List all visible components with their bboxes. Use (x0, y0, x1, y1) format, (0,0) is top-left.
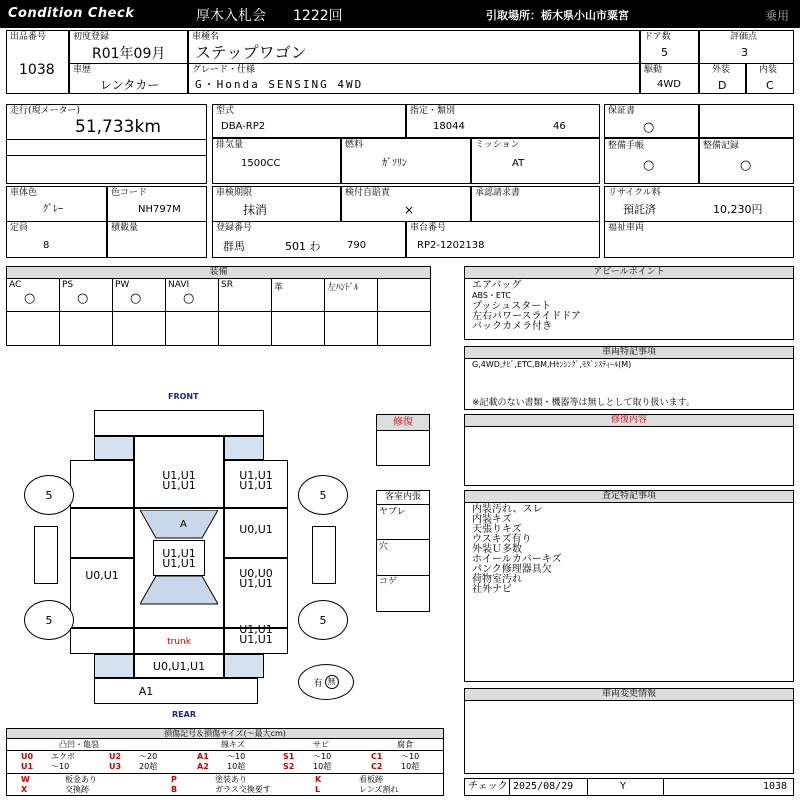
displacement-label: 排気量 (216, 140, 244, 150)
history-value: レンタカー (100, 78, 160, 92)
interior-panel (376, 490, 430, 612)
legend-desc: 板金あり (65, 775, 97, 784)
right-front-door-damage: U0,U1 (239, 523, 273, 536)
mission-label: ミッション (475, 140, 520, 150)
spec-cell (406, 104, 600, 138)
recycle-amount: 10,230円 (713, 203, 763, 216)
assessment-title: 査定特記事項 (465, 491, 793, 503)
legend-code: P (171, 775, 177, 784)
repair-history-panel (464, 414, 794, 486)
roof (153, 540, 205, 576)
appeal-line: ABS・ETC (472, 291, 511, 300)
plate-number: 790 (347, 240, 367, 251)
rear-panel-damage: A1 (138, 685, 154, 698)
rear-bumper-damage: U0,U1,U1 (152, 660, 206, 673)
legend-desc: ～20 (139, 752, 158, 761)
right-front-door (224, 508, 288, 558)
equipment-label: 左ﾊﾝﾄﾞﾙ (327, 283, 359, 293)
load-cell (107, 221, 207, 258)
rear-bumper (134, 654, 224, 678)
load-label: 積載量 (111, 223, 139, 233)
tire-front-left: 5 (24, 475, 74, 515)
displacement-value: 1500CC (241, 158, 281, 169)
model-cell (212, 104, 406, 138)
welfare-cell (604, 221, 794, 258)
mission-cell (471, 138, 600, 184)
legend-desc: 10超 (313, 762, 332, 771)
ext-cell (699, 63, 746, 94)
color-code-label: 色コード (111, 188, 148, 198)
legend-code: L (315, 785, 321, 794)
record-label: 整備記録 (703, 141, 740, 151)
chassis-label: 車台番号 (410, 223, 447, 233)
assessment-line: 荷物室汚れ (472, 574, 522, 585)
equipment-label: 革 (274, 283, 284, 293)
legend-code: U0 (21, 752, 34, 761)
legend-desc: ガラス交換要す (215, 785, 271, 794)
int-label: 内装 (759, 65, 778, 75)
first-reg-cell (69, 30, 188, 64)
assessment-panel (464, 490, 794, 682)
approval-label: 承認請求書 (475, 188, 521, 198)
category-label: 乗用 (765, 9, 790, 23)
chassis-value: RP2-1202138 (417, 240, 485, 251)
legend-desc: レンズ割れ (359, 785, 399, 794)
legend-code: A2 (197, 762, 209, 771)
legend-code: K (315, 775, 322, 784)
legend-code: U1 (21, 762, 34, 771)
legend-code: U3 (109, 762, 122, 771)
mileage-cell (6, 104, 207, 184)
special-panel (464, 346, 794, 410)
left-mirror (34, 526, 58, 584)
left-rear-door (70, 558, 134, 628)
check-date: 2025/08/29 (513, 781, 574, 792)
equipment-value: ○ (24, 291, 36, 306)
appeal-line: エアバッグ (472, 280, 522, 291)
inspection-value: 抹消 (243, 203, 268, 217)
windshield (140, 510, 218, 540)
car-name-value: ステップワゴン (195, 43, 307, 62)
equipment-item (113, 279, 166, 345)
grade-cell (188, 63, 640, 94)
warranty-value: ○ (643, 120, 655, 135)
inspection-label: 車検期限 (216, 188, 253, 198)
recycle-label: リサイクル料 (608, 188, 661, 198)
special-title: 車両特記事項 (465, 347, 793, 359)
record-cell (699, 138, 794, 184)
ext-value: D (718, 79, 727, 92)
interior-item: 穴 (379, 542, 389, 552)
appeal-title: アピールポイント (465, 267, 793, 279)
score-label: 評価点 (730, 32, 758, 42)
check-label: チェック (468, 781, 508, 792)
maint-label: 整備手帳 (608, 141, 645, 151)
color-code-value: NH797M (138, 204, 181, 215)
welfare-label: 福祉車両 (608, 223, 645, 233)
legend-desc: エクボ (51, 752, 75, 761)
plate-label: 登録番号 (216, 223, 253, 233)
legend-col-corrosion: 腐食 (397, 740, 413, 749)
warranty-label: 保証書 (608, 106, 636, 116)
legend-code: A1 (197, 752, 209, 761)
legend-code: C1 (371, 752, 383, 761)
model-label: 型式 (216, 106, 235, 116)
blank-cell-top (699, 104, 794, 138)
legend-desc: 交換跡 (65, 785, 89, 794)
legend-code: C2 (371, 762, 383, 771)
legend-desc: ～10 (313, 752, 332, 761)
right-mirror (312, 526, 336, 584)
front-right-damage: U1,U1 U1,U1 (239, 469, 273, 492)
capacity-cell (6, 221, 107, 258)
hood (134, 436, 224, 508)
first-reg-value: R01年09月 (92, 46, 166, 62)
car-diagram (20, 390, 360, 720)
front-right-corner (224, 436, 264, 460)
spare-tire (298, 664, 354, 700)
interior-item: ヤブレ (379, 507, 406, 517)
history-cell (69, 63, 188, 94)
appeal-line: 左右パワースライドドア (472, 311, 581, 322)
assessment-line: 社外ナビ (472, 584, 512, 595)
tire-front-right: 5 (298, 475, 348, 515)
spare-value: 無 (325, 675, 339, 689)
right-rear-door-damage: U0,U0 U1,U1 (239, 567, 273, 590)
mileage-label: 走行(現メーター) (10, 106, 81, 116)
fuel-value: ｶﾞｿﾘﾝ (382, 158, 407, 169)
changes-panel (464, 688, 794, 774)
plate-cell (212, 221, 406, 258)
equipment-item (325, 279, 378, 345)
doors-cell (640, 30, 699, 64)
color-label: 車体色 (10, 188, 38, 198)
spec-value-2: 46 (553, 121, 566, 132)
header-bar (0, 0, 800, 28)
check-row (464, 778, 794, 796)
mileage-value: 51,733km (75, 117, 161, 137)
approval-cell (471, 186, 600, 222)
repair-history-title: 修復内容 (465, 415, 793, 427)
equipment-panel (6, 266, 431, 346)
equipment-item (7, 279, 60, 345)
equipment-item (219, 279, 272, 345)
check-lot: 1038 (763, 781, 788, 792)
legend-col-scratch: 線キズ (221, 740, 245, 749)
appeal-line: バックカメラ付き (472, 321, 552, 332)
front-bumper (94, 410, 264, 436)
special-line: G,4WD,ﾅﾋﾞ,ETC,BM,Hｾﾝｼﾝｸﾞ,ﾓﾀﾞﾝｽﾃｨｰﾙ(M) (472, 360, 632, 369)
recycle-cell (604, 186, 794, 222)
lot-label: 出品番号 (10, 32, 47, 42)
grade-value: G・Honda SENSING 4WD (195, 78, 364, 91)
drive-label: 駆動 (644, 65, 663, 75)
capacity-label: 定員 (10, 223, 29, 233)
tire-rear-left: 5 (24, 600, 74, 640)
appeal-panel (464, 266, 794, 340)
right-quarter (224, 623, 288, 654)
plate-class: 501 わ (285, 240, 321, 253)
legend-desc: 塗装あり (215, 775, 247, 784)
maint-cell (604, 138, 699, 184)
int-value: C (766, 79, 774, 92)
rear-panel (94, 678, 258, 704)
fuel-cell (341, 138, 471, 184)
color-value: ｸﾞﾚｰ (43, 204, 63, 215)
legend-code: U2 (109, 752, 122, 761)
legend-desc: 看板跡 (359, 775, 383, 784)
equipment-label: PS (62, 280, 74, 290)
equipment-item (166, 279, 219, 345)
roof-damage: U1,U1 U1,U1 (162, 547, 196, 570)
mission-value: AT (512, 158, 525, 169)
model-value: DBA-RP2 (221, 121, 266, 132)
doors-label: ドア数 (644, 32, 671, 42)
left-door-damage: U0,U1 (85, 569, 119, 582)
right-rear-door (224, 558, 288, 628)
grade-label: グレード・仕様 (192, 65, 256, 75)
front-left-corner (94, 436, 134, 460)
equipment-label: NAVI (168, 280, 190, 290)
plate-area: 群馬 (223, 240, 245, 253)
interior-item: コゲ (379, 577, 398, 587)
equipment-label: PW (115, 280, 130, 290)
hood-damage: U1,U1 U1,U1 (162, 469, 196, 492)
check-grade: Y (620, 781, 627, 792)
self-insurance-label: 検付自賠責 (345, 188, 391, 198)
legend-code: B (171, 785, 178, 794)
maint-value: ○ (643, 158, 655, 173)
legend-code: W (21, 775, 30, 784)
left-quarter (70, 628, 134, 654)
inspection-cell (212, 186, 341, 222)
warranty-cell (604, 104, 699, 138)
self-insurance-value: × (404, 203, 415, 217)
front-label: FRONT (168, 392, 199, 401)
equipment-label: SR (221, 280, 233, 290)
spec-label: 指定・類別 (410, 106, 456, 116)
assessment-line: ウスキズ有り (472, 534, 532, 545)
chassis-cell (406, 221, 600, 258)
assessment-line: パンク修理器具欠 (472, 564, 552, 575)
interior-title: 客室内張 (377, 491, 429, 505)
legend-col-dent: 凸凹・亀裂 (59, 740, 99, 749)
color-cell (6, 186, 107, 222)
rear-label: REAR (172, 710, 196, 719)
equipment-item (272, 279, 325, 345)
appeal-line: プッシュスタート (472, 301, 552, 312)
equipment-label: AC (9, 280, 22, 290)
lot-number: 1038 (19, 62, 55, 78)
history-label: 車歴 (73, 65, 92, 75)
legend-code: X (21, 785, 28, 794)
tire-rear-right: 5 (298, 600, 348, 640)
trunk (134, 628, 224, 654)
first-reg-label: 初度登録 (73, 32, 110, 42)
repair-title: 修復 (377, 415, 429, 431)
brand-title: Condition Check (8, 6, 135, 21)
trunk-label: trunk (167, 637, 191, 647)
front-left-fender (70, 460, 134, 508)
legend-desc: ～10 (227, 752, 246, 761)
front-right-fender (224, 460, 288, 508)
equipment-item (60, 279, 113, 345)
spec-value-1: 18044 (433, 121, 465, 132)
score-value: 3 (741, 46, 748, 59)
int-cell (746, 63, 794, 94)
score-cell (699, 30, 794, 64)
ext-label: 外装 (712, 65, 731, 75)
displacement-cell (212, 138, 341, 184)
equipment-title: 装備 (7, 267, 430, 279)
rear-window (140, 576, 218, 606)
drive-value: 4WD (657, 79, 681, 90)
assessment-line: 内装汚れ、スレ (472, 504, 543, 515)
legend-code: S1 (283, 752, 295, 761)
car-name-cell (188, 30, 640, 64)
legend-desc: 10超 (401, 762, 420, 771)
assessment-line: 内装キズ (472, 514, 512, 525)
equipment-value: ○ (77, 291, 89, 306)
repair-box (376, 414, 430, 466)
session-number: 1222回 (293, 8, 343, 24)
color-code-cell (107, 186, 207, 222)
doors-value: 5 (661, 46, 668, 59)
special-note: ※記載のない書類・機器等は無しとして取り扱います。 (472, 398, 695, 408)
recycle-status: 預託済 (623, 203, 656, 216)
pickup-location: 引取場所：栃木県小山市粟宮 (486, 9, 629, 22)
capacity-value: 8 (43, 240, 50, 251)
self-insurance-cell (341, 186, 471, 222)
car-name-label: 車種名 (192, 32, 220, 42)
changes-title: 車両変更情報 (465, 689, 793, 701)
legend-desc: 20超 (139, 762, 158, 771)
assessment-line: ホイールカバーキズ (472, 554, 562, 565)
right-quarter-damage: U1,U1 U1,U1 (239, 623, 273, 646)
drive-cell (640, 63, 699, 94)
legend-desc: ～10 (401, 752, 420, 761)
legend-desc: 10超 (227, 762, 246, 771)
fuel-label: 燃料 (345, 140, 364, 150)
legend-desc: ～10 (51, 762, 70, 771)
rear-left-corner (94, 654, 134, 678)
legend-panel (6, 728, 444, 796)
auction-name: 厚木入札会 (196, 8, 266, 24)
record-value: ○ (740, 158, 752, 173)
rear-right-corner (224, 654, 264, 678)
equipment-value: ○ (130, 291, 142, 306)
windshield-damage: A (180, 519, 187, 530)
assessment-line: 外装Ｕ多数 (472, 544, 522, 555)
left-front-door (70, 508, 134, 558)
lot-cell (6, 30, 69, 94)
equipment-value: ○ (183, 291, 195, 306)
legend-title: 損傷記号＆損傷サイズ(～最大cm) (7, 729, 443, 739)
legend-col-rust: サビ (313, 740, 329, 749)
assessment-line: 天張りキズ (472, 524, 522, 535)
legend-code: S2 (283, 762, 295, 771)
spare-label: 有 (313, 678, 323, 689)
